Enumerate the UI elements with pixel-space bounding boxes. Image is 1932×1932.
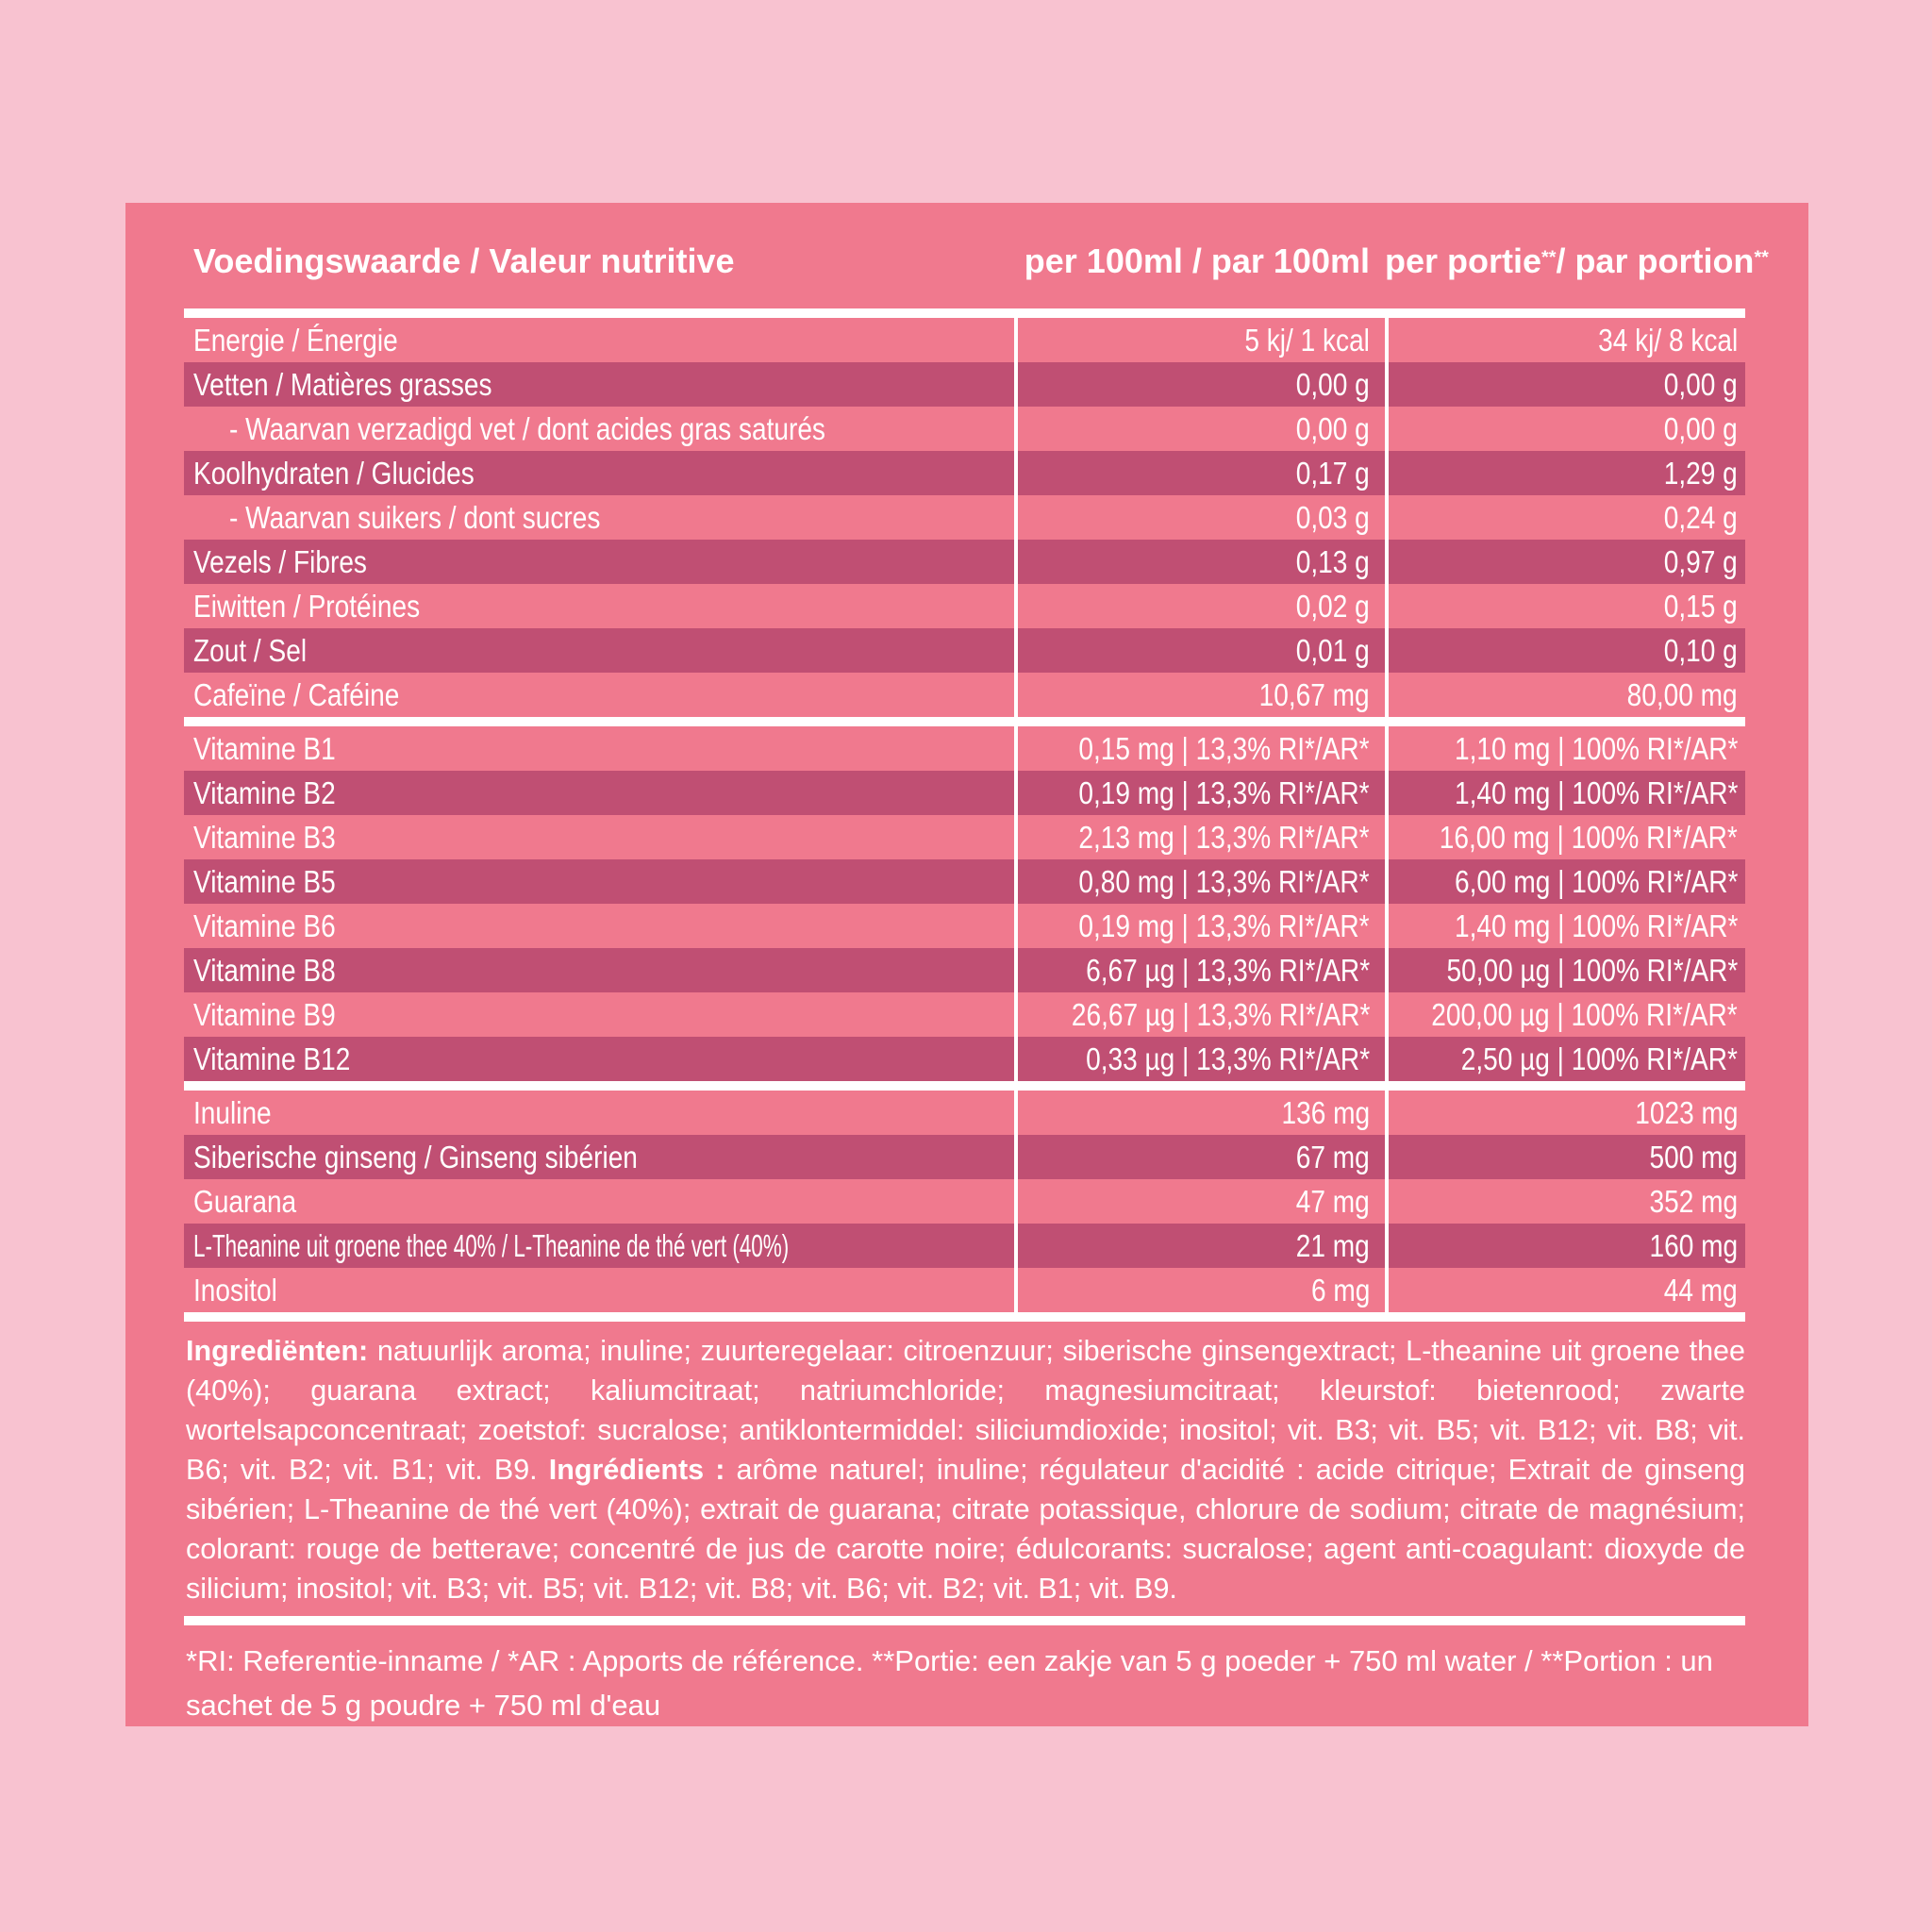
- row-value-portion: [1385, 318, 1745, 362]
- page-title: Voedingswaarde / Valeur nutritive: [193, 242, 735, 280]
- row-value-portion: [1385, 495, 1745, 540]
- row-value-per100ml-text: 0,15 mg | 13,3% RI*/AR*: [1078, 730, 1370, 766]
- row-value-portion-text: 1023 mg: [1634, 1094, 1738, 1130]
- ingredients-text-nl: natuurlijk aroma; inuline; zuurteregelaar: citroenzuur; siberische ginsengextract; L-theanine uit groene thee (40%); guarana extract; kaliumcitraat; natriumchloride; magnesiumcitraat; kleurstof: bietenrood; zwarte wortelsapconcentraat; zoetstof: sucralose; antiklontermiddel: siliciumdioxide; inositol; vit. B3; vit. B5; vit. B12; vit. B8; vit. B6; vit. B2; vit. B1; vit. B9.: [186, 1335, 1745, 1486]
- row-value-per100ml-text: 6,67 µg | 13,3% RI*/AR*: [1086, 952, 1370, 988]
- row-value-portion-text: 2,50 µg | 100% RI*/AR*: [1460, 1041, 1738, 1076]
- table-row: [184, 1037, 1745, 1081]
- row-value-portion-text: 500 mg: [1649, 1139, 1738, 1174]
- row-value-per100ml: [1014, 540, 1385, 584]
- row-value-per100ml: [1014, 1037, 1385, 1081]
- row-label: [184, 318, 1014, 362]
- ingredients-label-nl: Ingrediënten:: [186, 1335, 369, 1367]
- row-label: [184, 771, 1014, 815]
- row-value-portion-text: 352 mg: [1649, 1183, 1738, 1219]
- row-label-text: Vezels / Fibres: [193, 543, 367, 579]
- row-value-portion-text: 0,24 g: [1664, 499, 1738, 535]
- row-label-text: Vetten / Matières grasses: [193, 366, 492, 402]
- row-value-per100ml-text: 0,80 mg | 13,3% RI*/AR*: [1078, 863, 1370, 899]
- row-value-per100ml: [1014, 451, 1385, 495]
- row-value-per100ml-text: 5 kj/ 1 kcal: [1244, 322, 1370, 358]
- row-value-per100ml: [1014, 948, 1385, 992]
- table-row: [184, 495, 1745, 540]
- row-value-portion: [1385, 1091, 1745, 1135]
- table-header-row: [184, 203, 1769, 308]
- column-header-portion-text: per portie: [1385, 242, 1542, 280]
- column-header-portion-text-fr: / par portion: [1556, 242, 1755, 280]
- row-value-portion-text: 0,00 g: [1664, 366, 1738, 402]
- row-value-portion: [1385, 1224, 1745, 1268]
- column-header-portion: [1385, 242, 1769, 281]
- row-label-text: Vitamine B5: [193, 863, 336, 899]
- row-label-text: Eiwitten / Protéines: [193, 588, 421, 624]
- row-label-text: Koolhydraten / Glucides: [193, 455, 475, 491]
- row-value-per100ml: [1014, 362, 1385, 407]
- row-label-text: Inositol: [193, 1272, 277, 1307]
- row-label: [184, 451, 1014, 495]
- row-value-portion: [1385, 771, 1745, 815]
- row-value-per100ml-text: 6 mg: [1310, 1272, 1370, 1307]
- row-label-text: Inuline: [193, 1094, 272, 1130]
- row-value-per100ml-text: 0,13 g: [1296, 543, 1370, 579]
- row-label: [184, 495, 1014, 540]
- row-label: [184, 362, 1014, 407]
- footnote-separator: [184, 1616, 1745, 1625]
- row-value-portion: [1385, 584, 1745, 628]
- actives-section: [184, 1091, 1745, 1312]
- vitamins-separator: [184, 717, 1745, 726]
- table-row: [184, 904, 1745, 948]
- row-value-portion: [1385, 362, 1745, 407]
- table-row: [184, 407, 1745, 451]
- row-value-per100ml: [1014, 1268, 1385, 1312]
- table-row: [184, 1224, 1745, 1268]
- row-value-portion: [1385, 948, 1745, 992]
- row-value-per100ml: [1014, 992, 1385, 1037]
- row-label-text: Vitamine B2: [193, 774, 336, 810]
- row-label-text: L-Theanine uit groene thee 40% / L-Theanine de thé vert (40%): [193, 1227, 790, 1263]
- row-label: [184, 815, 1014, 859]
- footnote-marker: **: [1541, 247, 1557, 269]
- row-value-portion-text: 1,40 mg | 100% RI*/AR*: [1454, 774, 1738, 810]
- row-value-portion-text: 80,00 mg: [1627, 676, 1738, 712]
- row-label: [184, 859, 1014, 904]
- ingredients-paragraph: [184, 1331, 1745, 1608]
- row-label: [184, 1091, 1014, 1135]
- row-value-portion: [1385, 904, 1745, 948]
- row-value-per100ml-text: 0,01 g: [1296, 632, 1370, 668]
- row-value-per100ml: [1014, 859, 1385, 904]
- row-value-per100ml: [1014, 904, 1385, 948]
- table-row: [184, 584, 1745, 628]
- row-value-portion: [1385, 451, 1745, 495]
- table-row: [184, 1268, 1745, 1312]
- row-value-per100ml-text: 136 mg: [1281, 1094, 1370, 1130]
- row-label: [184, 407, 1014, 451]
- row-value-per100ml-text: 2,13 mg | 13,3% RI*/AR*: [1078, 819, 1370, 855]
- row-label: [184, 1179, 1014, 1224]
- table-row: [184, 726, 1745, 771]
- row-value-per100ml-text: 10,67 mg: [1259, 676, 1370, 712]
- row-value-portion: [1385, 407, 1745, 451]
- row-label-text: Vitamine B12: [193, 1041, 351, 1076]
- row-value-per100ml: [1014, 628, 1385, 673]
- row-label-text: Vitamine B9: [193, 996, 336, 1032]
- row-label: [184, 1135, 1014, 1179]
- row-value-per100ml: [1014, 673, 1385, 717]
- row-value-per100ml: [1014, 495, 1385, 540]
- row-value-portion: [1385, 628, 1745, 673]
- row-value-per100ml: [1014, 771, 1385, 815]
- nutrition-label-card: [125, 203, 1808, 1726]
- row-label-text: Vitamine B8: [193, 952, 336, 988]
- row-label: [184, 628, 1014, 673]
- row-value-portion-text: 6,00 mg | 100% RI*/AR*: [1454, 863, 1738, 899]
- row-value-per100ml: [1014, 726, 1385, 771]
- header-separator: [184, 308, 1745, 318]
- row-value-per100ml-text: 0,19 mg | 13,3% RI*/AR*: [1078, 908, 1370, 943]
- row-value-portion-text: 0,00 g: [1664, 410, 1738, 446]
- table-row: [184, 673, 1745, 717]
- column-header-per100ml: per 100ml / par 100ml: [1024, 242, 1370, 280]
- row-value-per100ml: [1014, 1224, 1385, 1268]
- row-value-portion: [1385, 1135, 1745, 1179]
- row-label-text: Guarana: [193, 1183, 297, 1219]
- row-value-per100ml: [1014, 815, 1385, 859]
- row-value-portion-text: 1,29 g: [1664, 455, 1738, 491]
- table-row: [184, 859, 1745, 904]
- row-value-portion: [1385, 1037, 1745, 1081]
- row-value-portion-text: 50,00 µg | 100% RI*/AR*: [1446, 952, 1738, 988]
- table-row: [184, 318, 1745, 362]
- row-value-per100ml-text: 0,02 g: [1296, 588, 1370, 624]
- table-row: [184, 451, 1745, 495]
- row-value-portion-text: 16,00 mg | 100% RI*/AR*: [1439, 819, 1738, 855]
- table-row: [184, 771, 1745, 815]
- row-value-per100ml: [1014, 1179, 1385, 1224]
- row-value-portion-text: 200,00 µg | 100% RI*/AR*: [1431, 996, 1738, 1032]
- row-value-per100ml-text: 0,00 g: [1296, 410, 1370, 446]
- row-value-per100ml-text: 0,19 mg | 13,3% RI*/AR*: [1078, 774, 1370, 810]
- ingredients-label-fr: Ingrédients :: [548, 1454, 725, 1486]
- row-value-portion-text: 34 kj/ 8 kcal: [1597, 322, 1738, 358]
- table-row: [184, 362, 1745, 407]
- table-row: [184, 1135, 1745, 1179]
- table-row: [184, 948, 1745, 992]
- row-label: [184, 673, 1014, 717]
- row-value-portion: [1385, 726, 1745, 771]
- row-value-per100ml: [1014, 584, 1385, 628]
- row-value-per100ml: [1014, 407, 1385, 451]
- row-label-text: - Waarvan suikers / dont sucres: [229, 499, 601, 535]
- row-value-per100ml-text: 67 mg: [1296, 1139, 1370, 1174]
- row-label: [184, 584, 1014, 628]
- row-value-portion-text: 0,10 g: [1664, 632, 1738, 668]
- table-row: [184, 540, 1745, 584]
- row-label-text: Zout / Sel: [193, 632, 308, 668]
- row-value-per100ml: [1014, 318, 1385, 362]
- row-label: [184, 726, 1014, 771]
- row-label: [184, 992, 1014, 1037]
- row-label-text: Vitamine B1: [193, 730, 336, 766]
- row-value-portion: [1385, 815, 1745, 859]
- row-label-text: Energie / Énergie: [193, 322, 398, 358]
- row-label-text: Vitamine B6: [193, 908, 336, 943]
- row-value-per100ml-text: 26,67 µg | 13,3% RI*/AR*: [1071, 996, 1370, 1032]
- footnote-text: *RI: Referentie-inname / *AR : Apports de référence. **Portie: een zakje van 5 g poeder + 750 ml water / **Portion : un sachet de 5 g poudre + 750 ml d'eau: [186, 1644, 1713, 1722]
- table-row: [184, 992, 1745, 1037]
- row-value-portion-text: 44 mg: [1664, 1272, 1738, 1307]
- row-value-portion: [1385, 1268, 1745, 1312]
- row-value-per100ml-text: 0,03 g: [1296, 499, 1370, 535]
- macros-section: [184, 318, 1745, 717]
- row-label: [184, 1268, 1014, 1312]
- actives-separator: [184, 1081, 1745, 1091]
- row-label-text: Cafeïne / Caféine: [193, 676, 400, 712]
- table-row: [184, 1179, 1745, 1224]
- row-label-text: Vitamine B3: [193, 819, 336, 855]
- row-value-portion: [1385, 859, 1745, 904]
- row-value-per100ml: [1014, 1091, 1385, 1135]
- row-value-portion-text: 160 mg: [1649, 1227, 1738, 1263]
- row-value-per100ml: [1014, 1135, 1385, 1179]
- row-label-text: - Waarvan verzadigd vet / dont acides gras saturés: [229, 410, 825, 446]
- table-row: [184, 1091, 1745, 1135]
- row-value-per100ml-text: 0,00 g: [1296, 366, 1370, 402]
- row-label-text: Siberische ginseng / Ginseng sibérien: [193, 1139, 638, 1174]
- table-row: [184, 628, 1745, 673]
- row-value-portion-text: 1,10 mg | 100% RI*/AR*: [1454, 730, 1738, 766]
- row-label: [184, 1224, 1014, 1268]
- footnote-marker: **: [1754, 247, 1769, 269]
- row-value-portion-text: 1,40 mg | 100% RI*/AR*: [1454, 908, 1738, 943]
- row-value-portion-text: 0,15 g: [1664, 588, 1738, 624]
- row-label: [184, 1037, 1014, 1081]
- row-value-per100ml-text: 0,17 g: [1296, 455, 1370, 491]
- row-label: [184, 540, 1014, 584]
- nutrition-label-content: [184, 203, 1769, 1727]
- row-value-portion: [1385, 992, 1745, 1037]
- table-row: [184, 815, 1745, 859]
- row-value-per100ml-text: 0,33 µg | 13,3% RI*/AR*: [1086, 1041, 1370, 1076]
- row-value-portion: [1385, 1179, 1745, 1224]
- row-value-per100ml-text: 21 mg: [1296, 1227, 1370, 1263]
- row-value-portion: [1385, 673, 1745, 717]
- row-value-per100ml-text: 47 mg: [1296, 1183, 1370, 1219]
- row-label: [184, 904, 1014, 948]
- ingredients-text-fr: arôme naturel; inuline; régulateur d'acidité : acide citrique; Extrait de ginseng sibérien; L-Theanine de thé vert (40%); extrait de guarana; citrate potassique, chlorure de sodium; citrate de magnésium; colorant: rouge de betterave; concentré de jus de carotte noire; édulcorants: sucralose; agent anti-coagulant: dioxyde de silicium; inositol; vit. B3; vit. B5; vit. B12; vit. B8; vit. B6; vit. B2; vit. B1; vit. B9.: [186, 1454, 1746, 1605]
- ingredients-separator: [184, 1312, 1745, 1322]
- vitamins-section: [184, 726, 1745, 1081]
- row-label: [184, 948, 1014, 992]
- row-value-portion-text: 0,97 g: [1664, 543, 1738, 579]
- row-value-portion: [1385, 540, 1745, 584]
